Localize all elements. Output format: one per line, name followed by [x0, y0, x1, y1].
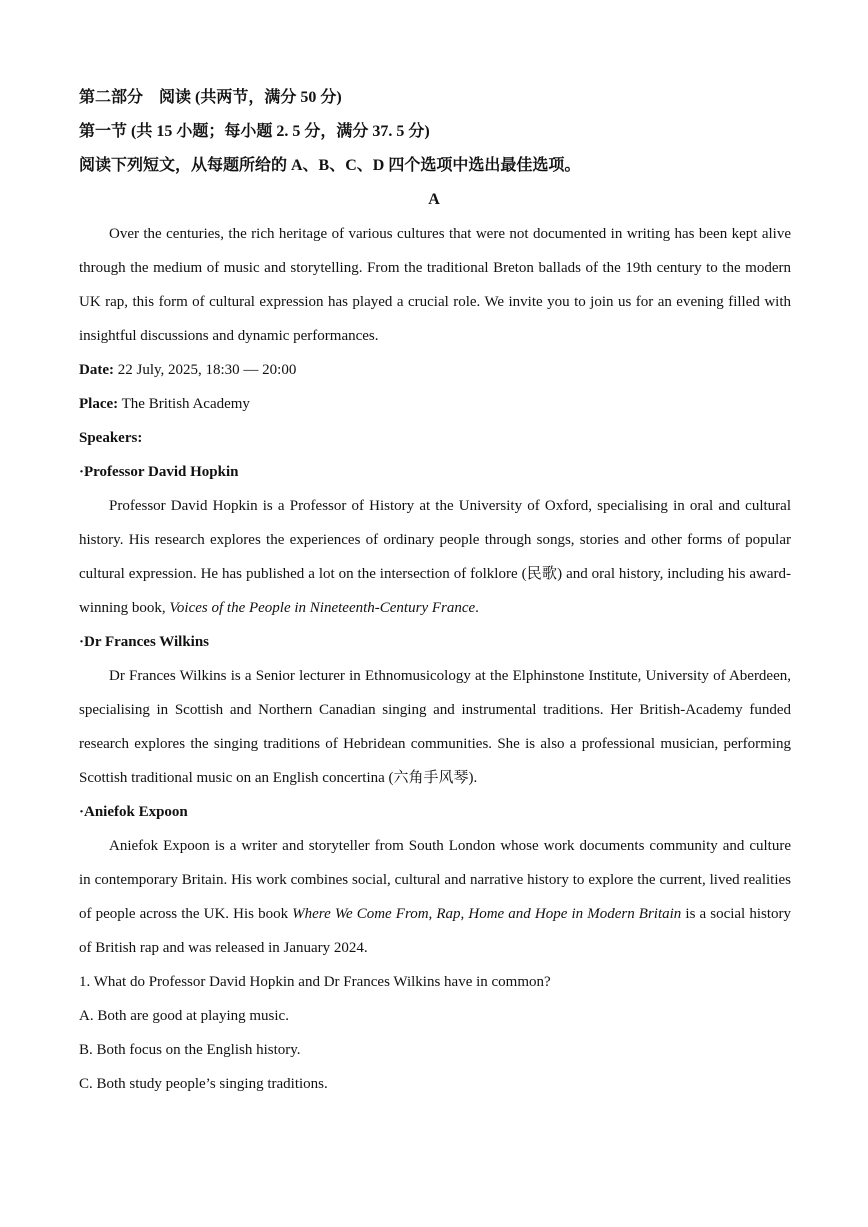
intro-line: insightful discussions and dynamic performances. — [79, 328, 379, 344]
bio-line: Professor David Hopkin is a Professor of History at the University of Oxford, specialising in oral and cultural — [109, 498, 791, 514]
section-heading: 第一节 (共 15 小题；每小题 2. 5 分，满分 37. 5 分) — [79, 123, 430, 140]
passage-label: A — [428, 191, 440, 208]
speaker-name: ·Dr Frances Wilkins — [79, 634, 210, 650]
book-title: Where We Come From, Rap, Home and Hope in Modern Britain — [292, 906, 682, 922]
bio-line: history. His research explores the experiences of ordinary people through songs, stories and other forms of popular — [79, 532, 791, 548]
bio-line: of people across the UK. His book Where We Come From, Rap, Home and Hope in Modern Britain is a social history — [79, 906, 791, 922]
bio-line: specialising in Scottish and Northern Canadian singing and instrumental traditions. Her British-Academy funded — [79, 702, 791, 718]
question-stem: 1. What do Professor David Hopkin and Dr Frances Wilkins have in common? — [79, 974, 551, 990]
speaker-name: ·Aniefok Expoon — [79, 804, 188, 820]
option-a[interactable]: A. Both are good at playing music. — [79, 1008, 289, 1024]
place-value: The British Academy — [118, 396, 250, 412]
event-place — [79, 394, 791, 414]
bio-line: Aniefok Expoon is a writer and storyteller from South London whose work documents community and culture — [109, 838, 791, 854]
bio-line: Dr Frances Wilkins is a Senior lecturer in Ethnomusicology at the Elphinstone Institute, University of Aberdeen, — [109, 668, 791, 684]
option-c[interactable]: C. Both study people’s singing traditions. — [79, 1076, 328, 1092]
instruction-text: 阅读下列短文，从每题所给的 A、B、C、D 四个选项中选出最佳选项。 — [79, 157, 581, 174]
speakers-label: Speakers: — [79, 430, 143, 446]
intro-line: UK rap, this form of cultural expression has played a crucial role. We invite you to join us for an evening filled with — [79, 294, 791, 310]
speaker-name: ·Professor David Hopkin — [79, 464, 239, 480]
date-value: 22 July, 2025, 18:30 — 20:00 — [113, 362, 297, 378]
bio-line: winning book, Voices of the People in Nineteenth-Century France. — [79, 600, 479, 616]
bio-line: in contemporary Britain. His work combines social, cultural and narrative history to explore the current, lived realities — [79, 872, 791, 888]
bio-line: Scottish traditional music on an English concertina (六角手风琴). — [79, 770, 478, 786]
event-date — [79, 360, 791, 380]
bio-line: of British rap and was released in January 2024. — [79, 940, 368, 956]
date-label: Date: — [79, 362, 114, 378]
option-b[interactable]: B. Both focus on the English history. — [79, 1042, 301, 1058]
book-title: Voices of the People in Nineteenth-Century France — [169, 600, 476, 616]
bio-line: cultural expression. He has published a lot on the intersection of folklore (民歌) and oral history, including his award- — [79, 566, 791, 582]
place-label: Place: — [79, 396, 119, 412]
part-heading: 第二部分 阅读 (共两节，满分 50 分) — [79, 89, 342, 106]
intro-line: Over the centuries, the rich heritage of various cultures that were not documented in writing has been kept alive — [109, 226, 791, 242]
intro-line: through the medium of music and storytelling. From the traditional Breton ballads of the 19th century to the modern — [79, 260, 791, 276]
bio-line: research explores the singing traditions of Hebridean communities. She is also a professional musician, performing — [79, 736, 791, 752]
